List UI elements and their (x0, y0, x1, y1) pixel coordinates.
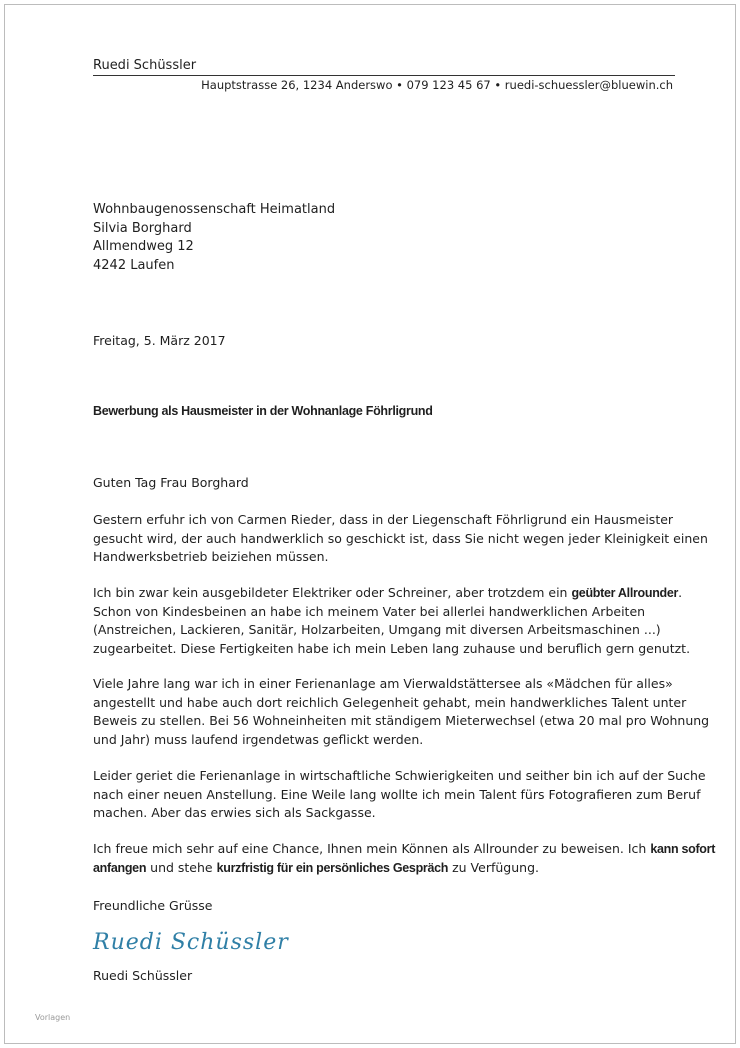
paragraph-line: machen. Aber das erwies sich als Sackgasse. (93, 805, 376, 820)
recipient-street: Allmendweg 12 (93, 239, 194, 254)
sender-contact-line: Hauptstrasse 26, 1234 Anderswo • 079 123 45 67 • ruedi-schuessler@bluewin.ch (201, 78, 673, 92)
paragraph-text: und stehe (146, 859, 217, 875)
highlight-anfangen: anfangen (93, 860, 147, 875)
paragraph-line (93, 584, 693, 603)
paragraph-line: Leider geriet die Ferienanlage in wirtschaftliche Schwierigkeiten und seither bin ich auf der Suche (93, 768, 706, 783)
recipient-city: 4242 Laufen (93, 257, 175, 273)
body-paragraph-5 (93, 840, 716, 877)
paragraph-text: Ich freue mich sehr auf eine Chance, Ihnen mein Können als Allrounder zu beweisen. Ich (93, 841, 651, 856)
body-paragraph-1 (93, 511, 708, 567)
paragraph-line: (Anstreichen, Lackieren, Sanitär, Holzarbeiten, Umgang mit diversen Arbeitsmaschinen ...) (93, 622, 661, 637)
paragraph-text: . (678, 585, 683, 600)
paragraph-line: nach einer neuen Anstellung. Eine Weile lang wollte ich mein Talent fürs Fotografieren zum Beruf (93, 786, 701, 802)
body-paragraph-2 (93, 584, 693, 658)
body-paragraph-3 (93, 675, 710, 749)
highlight-kurzfristig: kurzfristig für ein persönliches Gespräch (216, 860, 449, 875)
paragraph-line: Gestern erfuhr ich von Carmen Rieder, dass in der Liegenschaft Föhrligrund ein Hausmeister (93, 512, 674, 527)
paragraph-line: und Jahr) muss laufend irgendetwas geflickt werden. (93, 731, 424, 747)
highlight-geuebter-allrounder: geübter Allrounder (571, 586, 679, 600)
paragraph-line: Handwerksbetrieb beiziehen müssen. (93, 549, 329, 564)
body-paragraph-4 (93, 767, 706, 823)
header-divider (93, 75, 675, 76)
paragraph-line: gesucht wird, der auch handwerklich so geschickt ist, dass Sie nicht wegen jeder Kleinigkeit einen (93, 530, 708, 546)
handwritten-signature: Ruedi Schüssler (93, 930, 289, 955)
paragraph-line (93, 840, 716, 859)
recipient-person: Silvia Borghard (93, 220, 192, 236)
recipient-organization: Wohnbaugenossenschaft Heimatland (93, 202, 336, 217)
sender-name: Ruedi Schüssler (93, 58, 197, 73)
letter-page (4, 4, 736, 1044)
closing-greeting: Freundliche Grüsse (93, 898, 213, 913)
highlight-sofort: kann sofort (650, 842, 716, 856)
signed-name: Ruedi Schüssler (93, 968, 193, 983)
paragraph-text: Ich bin zwar kein ausgebildeter Elektriker oder Schreiner, aber trotzdem ein (93, 585, 572, 600)
paragraph-line: Viele Jahre lang war ich in einer Ferienanlage am Vierwaldstättersee als «Mädchen für alles» (93, 676, 673, 691)
paragraph-line: Beweis zu stellen. Bei 56 Wohneinheiten mit ständigem Mieterwechsel (etwa 20 mal pro Wohnung (93, 713, 710, 728)
paragraph-line (93, 859, 693, 878)
paragraph-line: zugearbeitet. Diese Fertigkeiten habe ich mein Leben lang zuhause und beruflich gern genutzt. (93, 640, 691, 656)
paragraph-line: Schon von Kindesbeinen an habe ich meinem Vater bei allerlei handwerklichen Arbeiten (93, 603, 646, 619)
salutation: Guten Tag Frau Borghard (93, 475, 249, 490)
letter-date: Freitag, 5. März 2017 (93, 333, 226, 348)
letter-subject: Bewerbung als Hausmeister in der Wohnanlage Föhrligrund (93, 404, 433, 418)
paragraph-line: angestellt und habe auch dort reichlich Gelegenheit gehabt, mein handwerkliches Talent unter (93, 694, 687, 710)
watermark: Vorlagen (35, 1013, 71, 1022)
recipient-address (93, 201, 335, 275)
paragraph-text: zu Verfügung. (448, 859, 539, 875)
